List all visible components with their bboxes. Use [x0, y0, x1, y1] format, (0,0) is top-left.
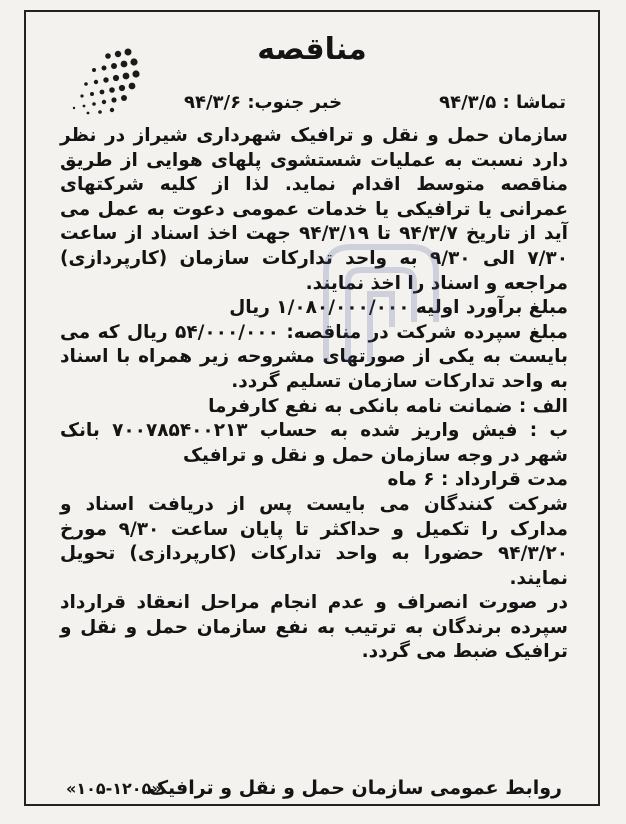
watermark-logo-icon	[306, 232, 456, 382]
notice-title: مناقصه	[257, 32, 367, 67]
publication-dates	[166, 92, 566, 120]
notice-footer	[66, 777, 562, 807]
contract-duration: مدت قرارداد : ۶ ماه	[387, 469, 568, 491]
forfeit-paragraph: در صورت انصراف و عدم انجام مراحل انعقاد قرارداد سپرده برندگان به ترتیب به نفع سازمان حمل و نقل و ترافیک ضبط می گردد.	[60, 592, 568, 663]
date-khabar-jonub: خبر جنوب: ۹۴/۳/۶	[184, 92, 343, 113]
option-a: الف : ضمانت نامه بانکی به نفع کارفرما	[208, 395, 568, 417]
submission-paragraph: شرکت کنندگان می بایست پس از دریافت اسناد و مدارک را تکمیل و حداکثر تا پایان ساعت ۹/۳۰ مورخ ۹۴/۳/۲۰ حضورا به واحد تدارکات (کارپردازی) تحویل نمایند.	[60, 493, 568, 589]
estimate-line: مبلغ برآورد اولیه ۱/۰۸۰/۰۰۰/۰۰۰ ریال	[229, 297, 568, 319]
option-b: ب : فیش واریز شده به حساب ۷۰۰۷۸۵۴۰۰۲۱۳ بانک شهر در وجه سازمان حمل و نقل و ترافیک	[60, 420, 568, 466]
date-tamasha: تماشا : ۹۴/۳/۵	[439, 92, 566, 113]
footer-ref: «۱۰۵-۱۲۰۵»	[66, 779, 162, 798]
footer-org: روابط عمومی سازمان حمل و نقل و ترافیک	[148, 777, 562, 799]
intro-paragraph: سازمان حمل و نقل و ترافیک شهرداری شیراز در نظر دارد نسبت به عملیات شستشوی پلهای هوایی از طریق مناقصه متوسط اقدام نماید. لذا از کلیه شرکتهای عمرانی یا ترافیکی یا خدمات عمومی دعوت به عمل می آید از تاریخ ۹۴/۳/۷ تا ۹۴/۳/۱۹ جهت اخذ اسناد از ساعت ۷/۳۰ الی ۹/۳۰ به واحد تدارکات سازمان (کارپردازی) مراجعه و اسناد را اخذ نمایند.	[60, 125, 569, 294]
notice-frame	[24, 10, 600, 806]
deposit-paragraph: مبلغ سپرده شرکت در مناقصه: ۵۴/۰۰۰/۰۰۰ ریال که می بایست به یکی از صورتهای مشروحه زیر همراه با اسناد به واحد تدارکات سازمان تسلیم گردد.	[60, 321, 568, 392]
notice-body	[60, 124, 568, 665]
